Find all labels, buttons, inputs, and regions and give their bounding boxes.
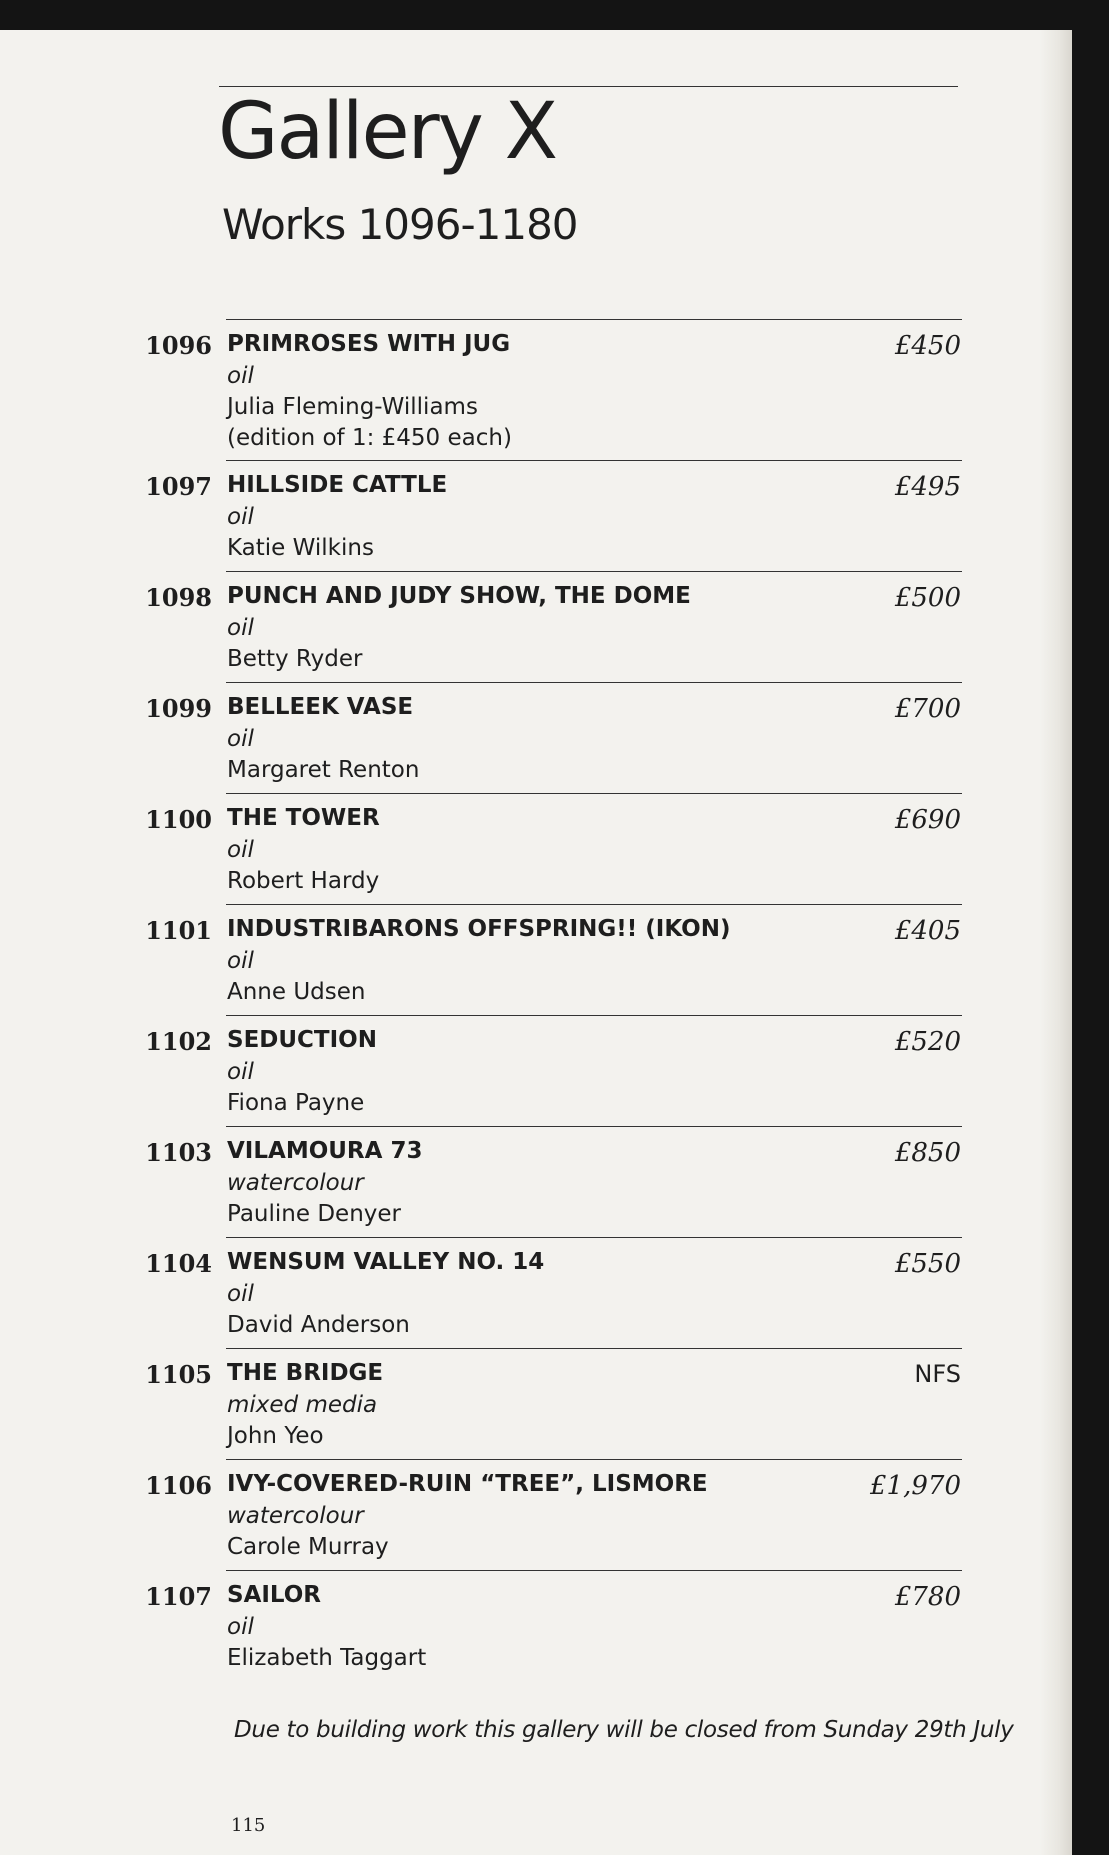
work-number: 1107 [145, 1582, 212, 1611]
page-title: Gallery X [218, 87, 557, 177]
page-subtitle: Works 1096-1180 [222, 200, 578, 249]
work-number: 1096 [145, 331, 212, 360]
divider [226, 1348, 962, 1349]
work-price: £690 [894, 805, 961, 835]
list-item [0, 1015, 1072, 1126]
work-title: PUNCH AND JUDY SHOW, THE DOME [227, 583, 691, 609]
divider [226, 571, 962, 572]
work-title: THE TOWER [227, 805, 380, 831]
work-title: SAILOR [227, 1582, 322, 1608]
work-title: HILLSIDE CATTLE [227, 472, 448, 498]
work-title: INDUSTRIBARONS OFFSPRING!! (IKON) [227, 916, 731, 942]
work-title: BELLEEK VASE [227, 694, 414, 720]
works-list [0, 319, 1072, 1681]
work-artist: Katie Wilkins [227, 535, 374, 561]
work-artist: Anne Udsen [227, 979, 366, 1005]
divider [226, 460, 962, 461]
divider [226, 1126, 962, 1127]
work-title: PRIMROSES WITH JUG [227, 331, 511, 357]
work-price: £550 [894, 1249, 961, 1279]
work-number: 1100 [145, 805, 212, 834]
work-number: 1104 [145, 1249, 212, 1278]
divider [226, 682, 962, 683]
list-item [0, 1348, 1072, 1459]
page-number: 115 [231, 1815, 266, 1836]
work-artist: David Anderson [227, 1312, 410, 1338]
work-number: 1101 [145, 916, 212, 945]
list-item [0, 682, 1072, 793]
work-artist: Robert Hardy [227, 868, 380, 894]
work-medium: oil [227, 615, 254, 641]
work-price: £520 [894, 1027, 961, 1057]
list-item [0, 1237, 1072, 1348]
work-price: £500 [894, 583, 961, 613]
work-title: THE BRIDGE [227, 1360, 384, 1386]
work-artist: Carole Murray [227, 1534, 389, 1560]
work-number: 1099 [145, 694, 212, 723]
work-medium: oil [227, 948, 254, 974]
page-edge [1040, 30, 1072, 1855]
work-medium: oil [227, 1059, 254, 1085]
divider [226, 793, 962, 794]
work-artist: Betty Ryder [227, 646, 363, 672]
work-title: SEDUCTION [227, 1027, 377, 1053]
list-item [0, 1570, 1072, 1681]
closure-notice: Due to building work this gallery will be closed from Sunday 29th July [234, 1717, 1014, 1743]
work-price: £1,970 [870, 1471, 961, 1501]
work-medium: watercolour [227, 1503, 364, 1529]
divider [226, 1237, 962, 1238]
work-price: NFS [914, 1360, 961, 1388]
work-artist: Elizabeth Taggart [227, 1645, 427, 1671]
work-medium: oil [227, 837, 254, 863]
work-edition: (edition of 1: £450 each) [227, 425, 512, 451]
work-number: 1098 [145, 583, 212, 612]
work-artist: John Yeo [227, 1423, 324, 1449]
work-medium: watercolour [227, 1170, 364, 1196]
divider [226, 1570, 962, 1571]
work-number: 1106 [145, 1471, 212, 1500]
work-price: £495 [894, 472, 961, 502]
list-item [0, 793, 1072, 904]
work-number: 1102 [145, 1027, 212, 1056]
work-price: £700 [894, 694, 961, 724]
work-title: WENSUM VALLEY NO. 14 [227, 1249, 545, 1275]
catalogue-page [0, 30, 1072, 1855]
work-number: 1097 [145, 472, 212, 501]
work-medium: mixed media [227, 1392, 378, 1418]
work-price: £780 [894, 1582, 961, 1612]
list-item [0, 904, 1072, 1015]
work-title: IVY-COVERED-RUIN “TREE”, LISMORE [227, 1471, 708, 1497]
work-artist: Fiona Payne [227, 1090, 365, 1116]
work-medium: oil [227, 363, 254, 389]
list-item [0, 460, 1072, 571]
divider [226, 1015, 962, 1016]
work-medium: oil [227, 1281, 254, 1307]
work-artist: Pauline Denyer [227, 1201, 401, 1227]
list-item [0, 1126, 1072, 1237]
work-artist: Margaret Renton [227, 757, 420, 783]
work-medium: oil [227, 726, 254, 752]
work-artist: Julia Fleming-Williams [227, 394, 478, 420]
divider [226, 1459, 962, 1460]
work-price: £850 [894, 1138, 961, 1168]
work-medium: oil [227, 504, 254, 530]
list-item [0, 1459, 1072, 1570]
divider [226, 319, 962, 320]
work-price: £405 [894, 916, 961, 946]
work-number: 1105 [145, 1360, 212, 1389]
work-number: 1103 [145, 1138, 212, 1167]
list-item [0, 571, 1072, 682]
list-item [0, 319, 1072, 460]
work-medium: oil [227, 1614, 254, 1640]
divider [226, 904, 962, 905]
work-title: VILAMOURA 73 [227, 1138, 423, 1164]
work-price: £450 [894, 331, 961, 361]
